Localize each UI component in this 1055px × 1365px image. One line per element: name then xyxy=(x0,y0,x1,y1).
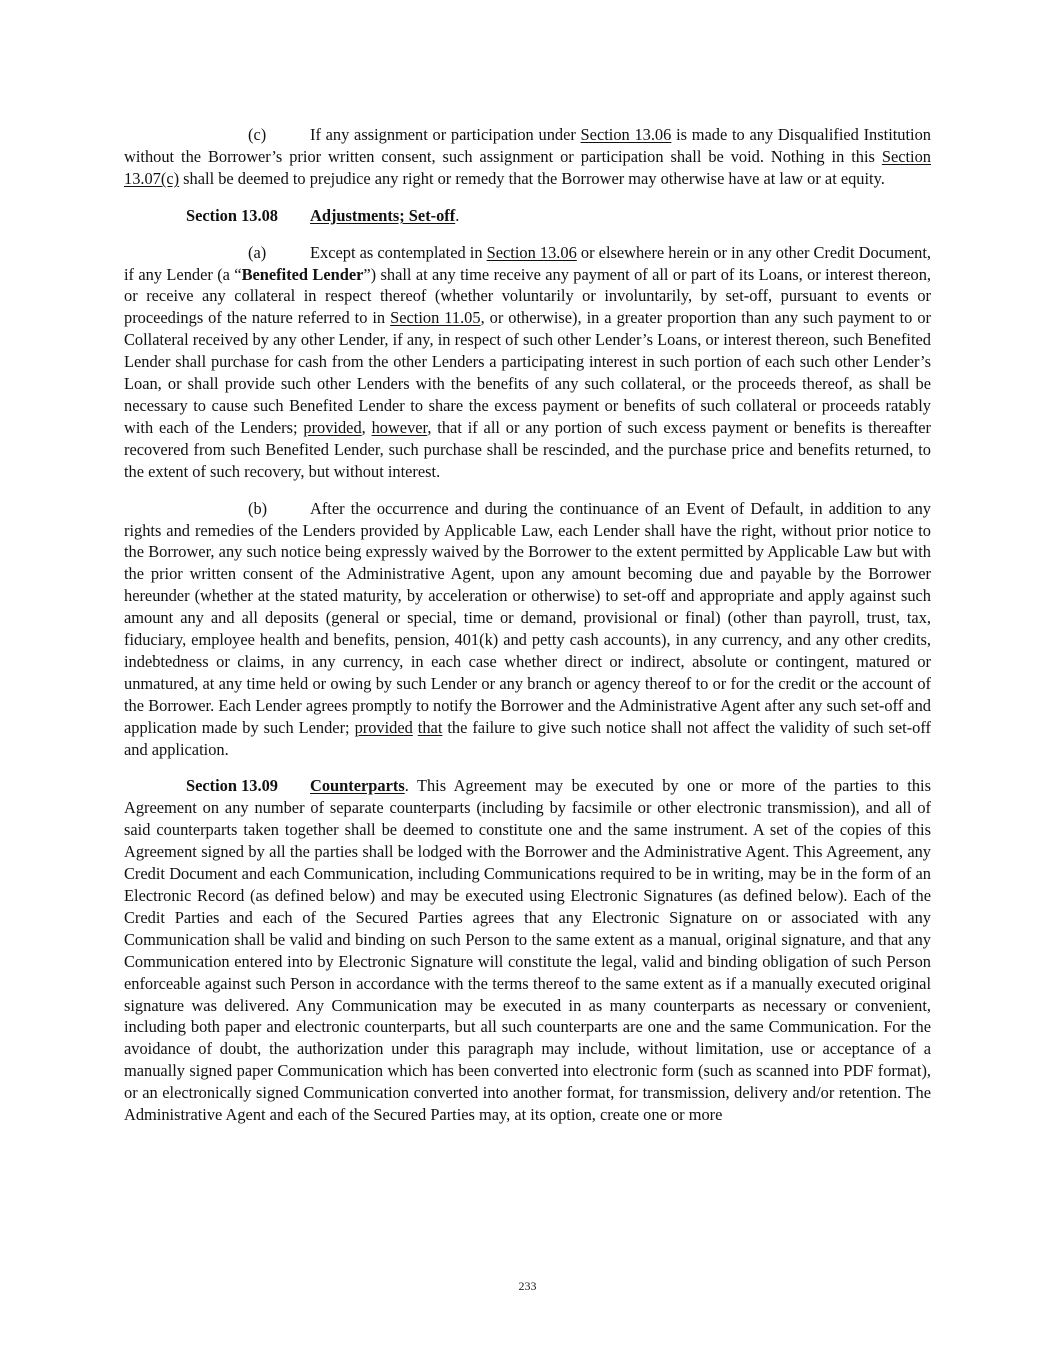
document-body xyxy=(124,124,931,1126)
paragraph-b: (b) After the occurrence and during the continuance of an Event of Default, in addition to any rights and remedies of the Lenders provided by Applicable Law, each Lender shall have the right, without prior notice to the Borrower, any such notice being expressly waived by the Borrower to the extent permitted by Applicable Law but with the prior written consent of the Administrative Agent, upon any amount becoming due and payable by the Borrower hereunder (whether at the stated maturity, by acceleration or otherwise) to set-off and appropriate and apply against such amount any and all deposits (general or special, time or demand, provisional or final) (other than payroll, trust, tax, fiduciary, employee health and benefits, pension, 401(k) and petty cash accounts), in any currency, and any other credits, indebtedness or claims, in any currency, in each case whether direct or indirect, absolute or contingent, matured or unmatured, at any time held or owing by such Lender or any branch or agency thereof to or for the credit or the account of the Borrower. Each Lender agrees promptly to notify the Borrower and the Administrative Agent after any such set-off and application made by such Lender; provided that the failure to give such notice shall not affect the validity of such set-off and application. xyxy=(124,498,931,759)
section-reference: Section 13.06 xyxy=(486,242,577,262)
section-number: Section 13.09 xyxy=(186,776,278,796)
page-number: 233 xyxy=(518,1279,537,1293)
defined-term: Benefited Lender xyxy=(241,264,364,284)
paragraph-c: (c) If any assignment or participation under Section 13.06 is made to any Disqualified Institution without the Borrower’s prior written consent, such assignment or participation shall be void. Nothing in this Section 13.07(c) shall be deemed to prejudice any right or remedy that the Borrower may otherwise have at law or at equity. xyxy=(124,125,931,188)
section-title: Counterparts xyxy=(310,776,405,796)
clause-label-b: (b) xyxy=(248,498,268,518)
underlined-term: however xyxy=(371,417,428,437)
paragraph-a: (a) Except as contemplated in Section 13.06 or elsewhere herein or in any other Credit Document, if any Lender (a “Benefited Lender”) shall at any time receive any payment of all or part of its Loans, or interest thereon, or receive any collateral in respect thereof (whether voluntarily or involuntarily, by set-off, pursuant to events or proceedings of the nature referred to in Section 11.05, or otherwise), in a greater proportion than any such payment to or Collateral received by any other Lender, if any, in respect of such other Lender’s Loans, or interest thereon, such Benefited Lender shall purchase for cash from the other Lenders a participating interest in such portion of each such other Lender’s Loan, or shall provide such other Lenders with the benefits of any such collateral, or the proceeds thereof, as shall be necessary to cause such Benefited Lender to share the excess payment or benefits of such collateral or proceeds ratably with each of the Lenders; provided, however, that if all or any portion of such excess payment or benefits is thereafter recovered from such Benefited Lender, such purchase shall be rescinded, and the purchase price and benefits returned, to the extent of such recovery, but without interest. xyxy=(124,242,932,481)
clause-label-a: (a) xyxy=(248,242,267,262)
clause-label-c: (c) xyxy=(248,125,267,144)
section-title: Adjustments; Set-off xyxy=(310,205,456,225)
underlined-term: provided xyxy=(303,417,362,437)
section-reference: Section 13.07(c) xyxy=(124,146,931,188)
underlined-term: that xyxy=(417,717,443,737)
underlined-term: provided xyxy=(354,717,413,737)
section-reference: Section 13.06 xyxy=(580,125,672,144)
section-13-08-heading: Section 13.08 Adjustments; Set-off. xyxy=(186,205,460,225)
section-13-09-paragraph: Section 13.09 Counterparts. This Agreement may be executed by one or more of the parties to this Agreement on any number of separate counterparts (including by facsimile or other electronic transmission), and all of said counterparts taken together shall be deemed to constitute one and the same instrument. A set of the copies of this Agreement signed by all the parties shall be lodged with the Borrower and the Administrative Agent. This Agreement, any Credit Document and each Communication, including Communications required to be in writing, may be in the form of an Electronic Record (as defined below) and may be executed using Electronic Signatures (as defined below). Each of the Credit Parties and each of the Secured Parties agrees that any Electronic Signature on or associated with any Communication shall be valid and binding on such Person to the same extent as a manual, original signature, and that any Communication entered into by Electronic Signature will constitute the legal, valid and binding obligation of such Person enforceable against such Person in accordance with the terms thereof to the same extent as if a manually executed original signature was delivered. Any Communication may be executed in as many counterparts as necessary or convenient, including both paper and electronic counterparts, but all such counterparts are one and the same Communication. For the avoidance of doubt, the authorization under this paragraph may include, without limitation, use or acceptance of a manually signed paper Communication which has been converted into electronic form (such as scanned into PDF format), or an electronically signed Communication converted into another format, for transmission, delivery and/or retention. The Administrative Agent and each of the Secured Parties may, at its option, create one or more xyxy=(124,776,931,1125)
section-number: Section 13.08 xyxy=(186,205,278,225)
section-reference: Section 11.05 xyxy=(390,308,481,328)
